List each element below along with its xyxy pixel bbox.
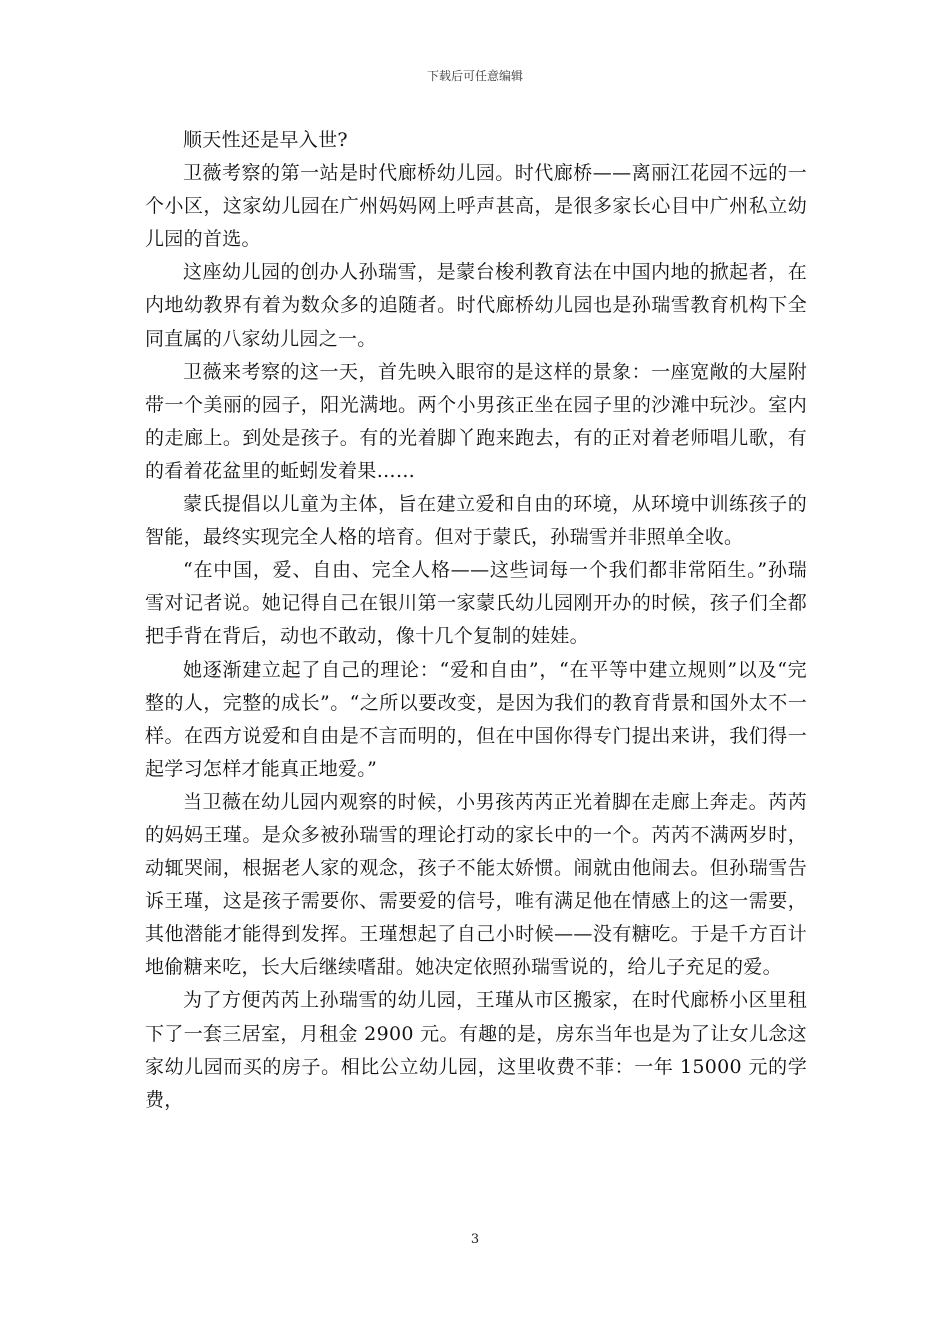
document-body	[145, 124, 807, 1117]
paragraph: 她逐渐建立起了自己的理论：“爱和自由”，“在平等中建立规则”以及“完整的人，完整的成长”。“之所以要改变，是因为我们的教育背景和国外太不一样。在西方说爱和自由是不言而明的，但在中国你得专门提出来讲，我们得一起学习怎样才能真正地爱。”	[145, 658, 807, 780]
paragraph: “在中国，爱、自由、完全人格——这些词每一个我们都非常陌生。”孙瑞雪对记者说。她记得自己在银川第一家蒙氏幼儿园刚开办的时候，孩子们全都把手背在背后，动也不敢动，像十几个复制的娃娃。	[145, 559, 807, 648]
page-number: 3	[470, 1232, 480, 1247]
page-header: 下载后可任意编辑	[426, 69, 523, 83]
paragraph: 卫薇来考察的这一天，首先映入眼帘的是这样的景象：一座宽敞的大屋附带一个美丽的园子，阳光满地。两个小男孩正坐在园子里的沙滩中玩沙。室内的走廊上。到处是孩子。有的光着脚丫跑来跑去，有的正对着老师唱儿歌，有的看着花盆里的蚯蚓发着果……	[145, 360, 807, 482]
paragraph: 卫薇考察的第一站是时代廊桥幼儿园。时代廊桥——离丽江花园不远的一个小区，这家幼儿园在广州妈妈网上呼声甚高，是很多家长心目中广州私立幼儿园的首选。	[145, 162, 807, 251]
paragraph: 当卫薇在幼儿园内观察的时候，小男孩芮芮正光着脚在走廊上奔走。芮芮的妈妈王瑾。是众多被孙瑞雪的理论打动的家长中的一个。芮芮不满两岁时，动辄哭闹，根据老人家的观念，孩子不能太娇惯。闹就由他闹去。但孙瑞雪告诉王瑾，这是孩子需要你、需要爱的信号，唯有满足他在情感上的这一需要，其他潜能才能得到发挥。王瑾想起了自己小时候——没有糖吃。于是千方百计地偷糖来吃，长大后继续嗜甜。她决定依照孙瑞雪说的，给儿子充足的爱。	[145, 790, 807, 979]
paragraph: 为了方便芮芮上孙瑞雪的幼儿园，王瑾从市区搬家，在时代廊桥小区里租下了一套三居室，月租金 2900 元。有趣的是，房东当年也是为了让女儿念这家幼儿园而买的房子。相比公立幼儿园，这里收费不菲：一年 15000 元的学费，	[145, 989, 807, 1111]
paragraph: 蒙氏提倡以儿童为主体，旨在建立爱和自由的环境，从环境中训练孩子的智能，最终实现完全人格的培育。但对于蒙氏，孙瑞雪并非照单全收。	[145, 493, 807, 549]
section-heading: 顺天性还是早入世?	[183, 129, 348, 151]
paragraph: 这座幼儿园的创办人孙瑞雪，是蒙台梭利教育法在中国内地的掀起者，在内地幼教界有着为数众多的追随者。时代廊桥幼儿园也是孙瑞雪教育机构下全同直属的八家幼儿园之一。	[145, 261, 807, 350]
